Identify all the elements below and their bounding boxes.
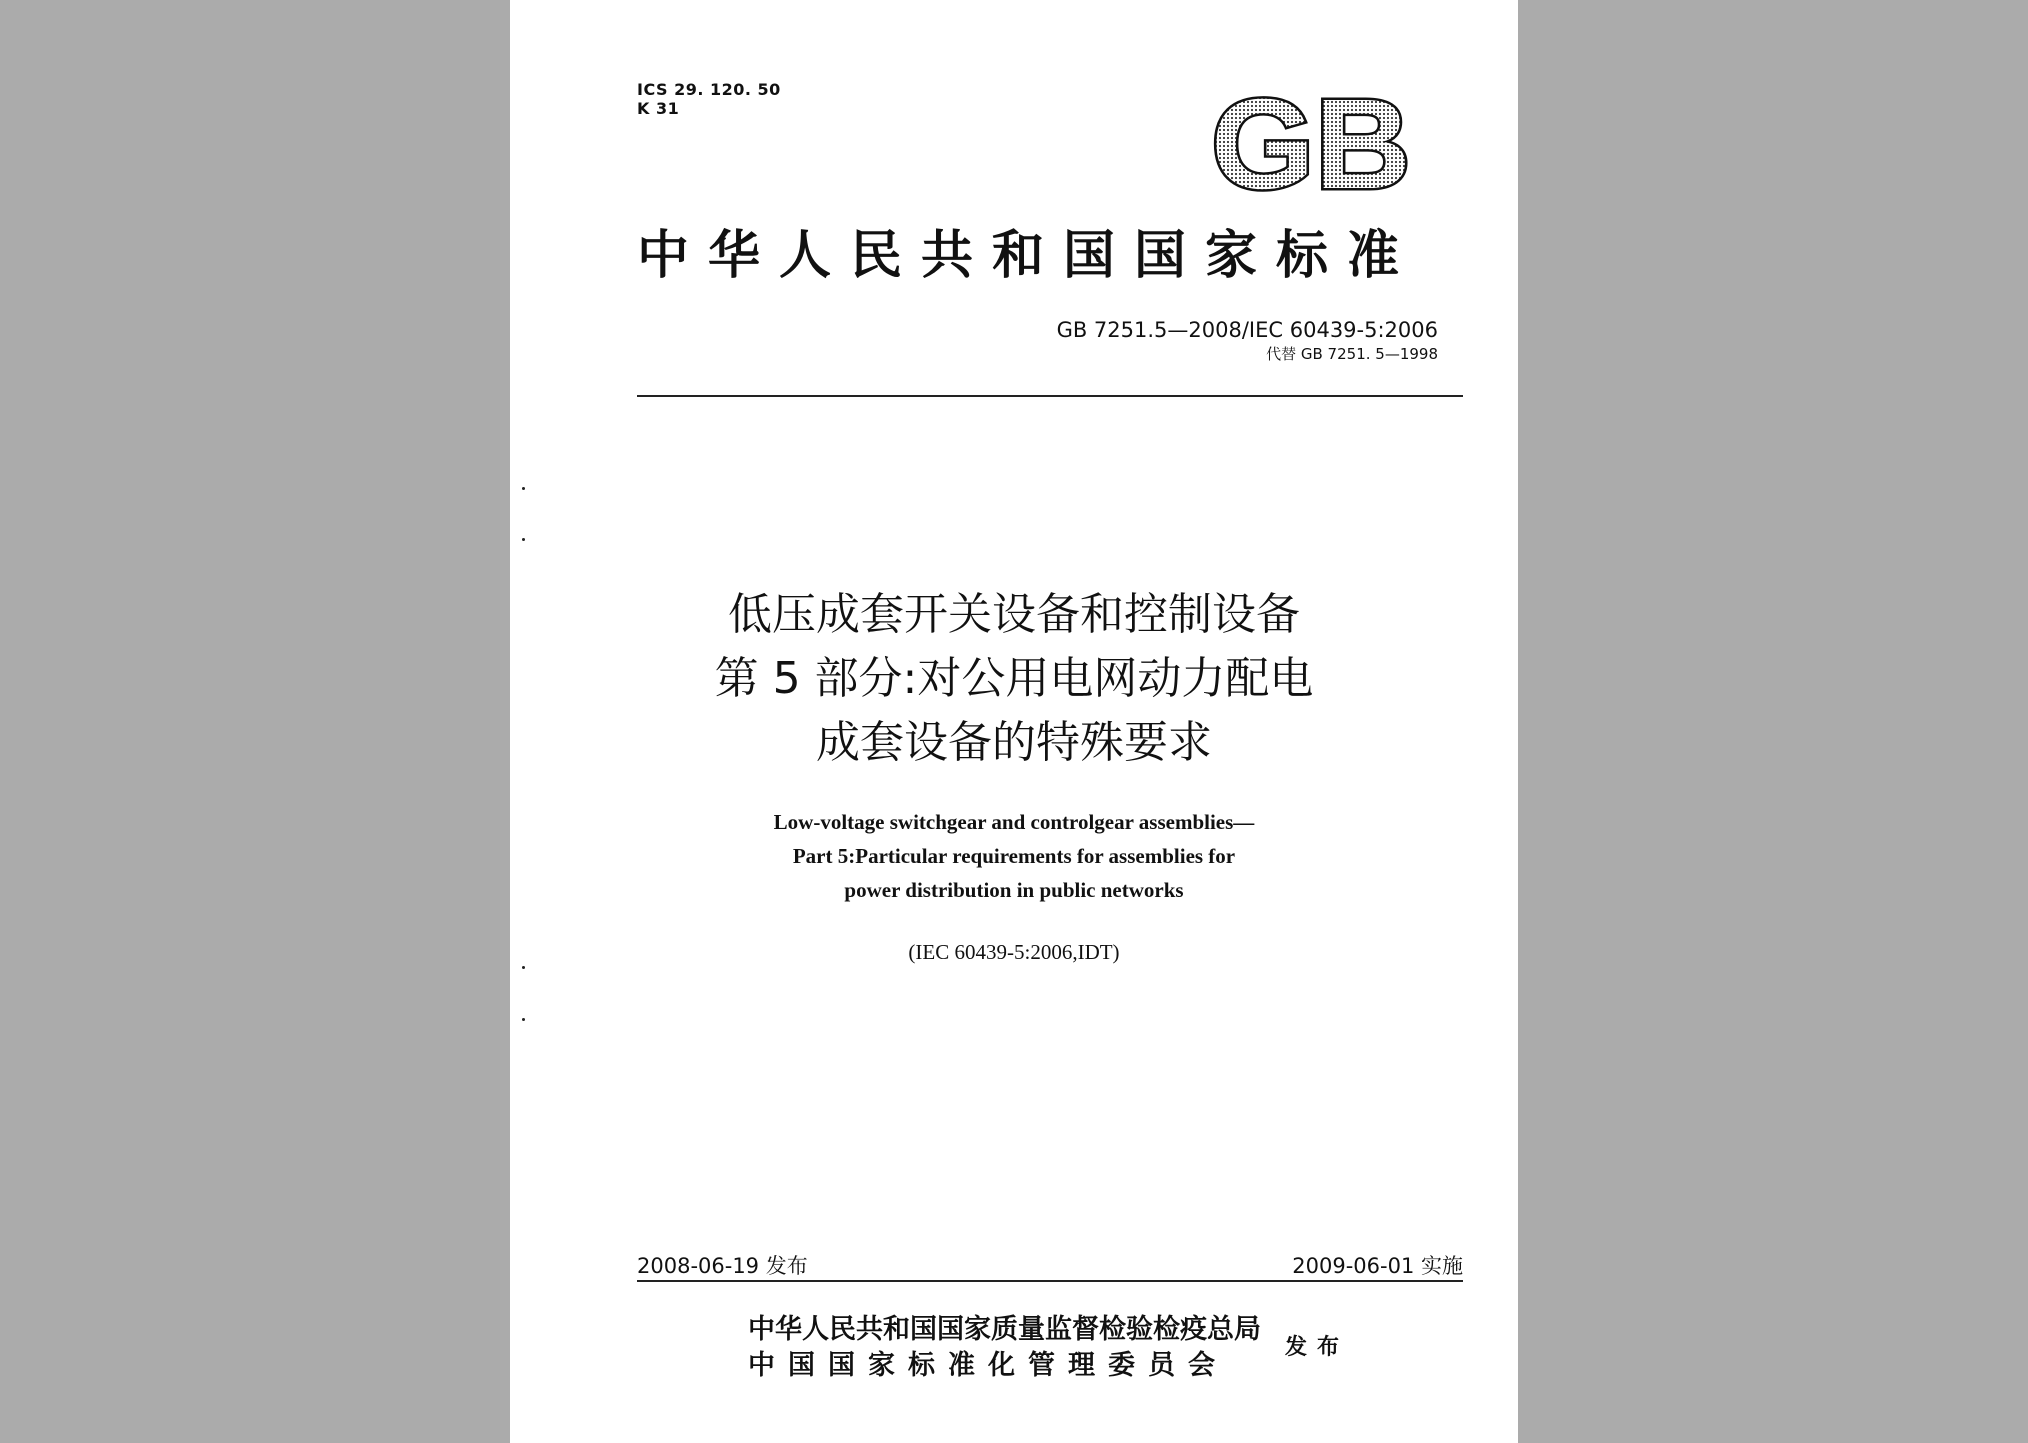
idt-reference: (IEC 60439-5:2006,IDT) bbox=[908, 940, 1120, 964]
english-title-line: power distribution in public networks bbox=[844, 878, 1184, 902]
chinese-title-line: 成套设备的特殊要求 bbox=[816, 717, 1212, 768]
english-title bbox=[510, 805, 1518, 907]
english-title-line: Low-voltage switchgear and controlgear assemblies— bbox=[773, 810, 1255, 834]
issue-date: 2008-06-19 发布 bbox=[637, 1254, 808, 1278]
issuer-sac: 中国国家标准化管理委员会 bbox=[748, 1350, 1228, 1381]
gb-logo-text: GB bbox=[1211, 92, 1411, 200]
chinese-title bbox=[510, 583, 1518, 775]
publish-label: 发布 bbox=[1285, 1335, 1350, 1360]
scan-mark bbox=[522, 966, 525, 969]
issuer-aqsiq: 中华人民共和国国家质量监督检验检疫总局 bbox=[748, 1314, 1261, 1345]
ics-code: ICS 29. 120. 50 bbox=[637, 80, 781, 99]
scan-mark bbox=[522, 487, 525, 490]
chinese-title-line: 第 5 部分:对公用电网动力配电 bbox=[714, 653, 1314, 704]
standard-number: GB 7251.5—2008/IEC 60439-5:2006 bbox=[1056, 318, 1438, 342]
english-title-line: Part 5:Particular requirements for assemblies for bbox=[792, 844, 1236, 868]
scan-mark bbox=[522, 538, 525, 541]
gb-logo bbox=[1206, 92, 1416, 200]
chinese-title-line: 低压成套开关设备和控制设备 bbox=[728, 589, 1300, 640]
national-standard-title: 中华人民共和国国家标准 bbox=[637, 225, 1419, 286]
header-divider bbox=[637, 395, 1463, 397]
ccs-code: K 31 bbox=[637, 99, 680, 118]
scan-mark bbox=[522, 1018, 525, 1021]
footer-divider bbox=[637, 1280, 1463, 1282]
document-page bbox=[510, 0, 1518, 1443]
implementation-date: 2009-06-01 实施 bbox=[1292, 1254, 1463, 1278]
replaces-standard: 代替 GB 7251. 5—1998 bbox=[1266, 345, 1438, 363]
issuing-organizations bbox=[748, 1312, 1261, 1384]
